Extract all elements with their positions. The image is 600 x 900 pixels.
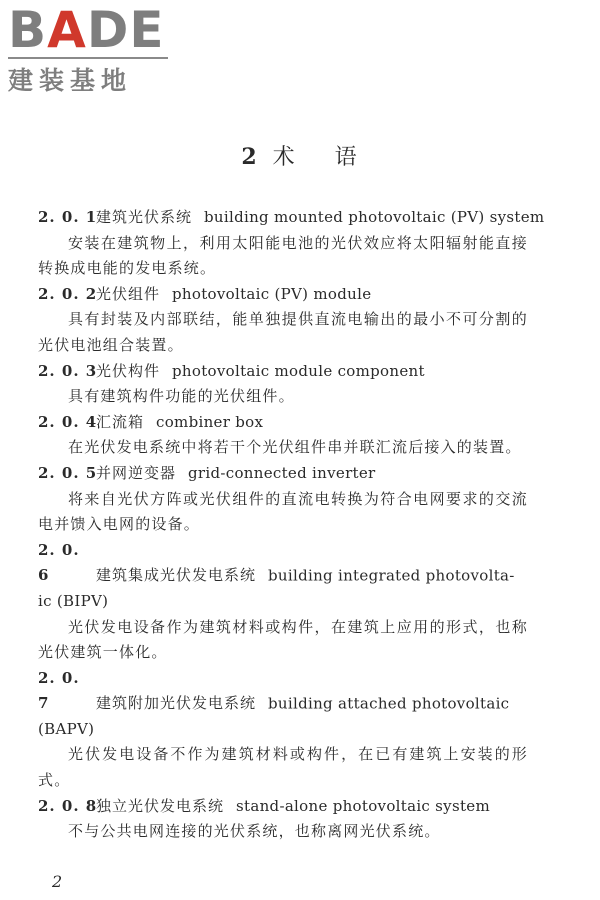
term-definition: 光伏发电设备作为建筑材料或构件，在建筑上应用的形式，也称光伏建筑一体化。 bbox=[38, 617, 528, 662]
term-heading bbox=[38, 666, 528, 743]
term-number: 2. 0. 2 bbox=[38, 284, 98, 303]
term-definition: 具有封装及内部联结，能单独提供直流电输出的最小不可分割的光伏电池组合装置。 bbox=[38, 310, 528, 354]
term-heading bbox=[38, 410, 528, 436]
term-heading bbox=[38, 538, 528, 615]
term-chinese: 建筑光伏系统 bbox=[96, 208, 193, 226]
bade-watermark-logo bbox=[8, 1, 178, 97]
term-chinese: 建筑附加光伏发电系统 bbox=[96, 694, 257, 713]
term-chinese: 建筑集成光伏发电系统 bbox=[96, 566, 257, 585]
term-number: 2. 0. 3 bbox=[38, 361, 98, 380]
term-definition: 不与公共电网连接的光伏系统，也称离网光伏系统。 bbox=[68, 822, 441, 841]
watermark-brand: BADE bbox=[8, 1, 165, 59]
term-number: 2. 0. 5 bbox=[38, 463, 98, 482]
term-heading bbox=[38, 359, 528, 385]
term-number: 2. 0. 6 bbox=[38, 540, 80, 585]
term-chinese: 汇流箱 bbox=[96, 412, 145, 431]
term-english: building integrated photovolta- ic (BIPV) bbox=[38, 566, 515, 610]
term-entry bbox=[38, 538, 528, 666]
term-english: stand-alone photovoltaic system bbox=[236, 796, 490, 815]
term-english: photovoltaic module component bbox=[172, 361, 425, 380]
term-number: 2. 0. 1 bbox=[38, 208, 98, 226]
term-number: 2. 0. 8 bbox=[38, 796, 98, 815]
term-chinese: 光伏组件 bbox=[96, 284, 161, 303]
term-definition: 光伏发电设备不作为建筑材料或构件，在已有建筑上安装的形式。 bbox=[38, 745, 528, 790]
term-english: building attached photovoltaic (BAPV) bbox=[38, 694, 510, 738]
term-chinese: 独立光伏发电系统 bbox=[96, 796, 225, 815]
term-english: building mounted photovoltaic (PV) system bbox=[204, 208, 545, 226]
term-number: 2. 0. 7 bbox=[38, 668, 80, 713]
term-english: grid-connected inverter bbox=[188, 463, 376, 482]
term-english: combiner box bbox=[156, 412, 264, 431]
term-heading bbox=[38, 461, 528, 487]
term-entry bbox=[38, 666, 528, 794]
term-entry bbox=[38, 794, 528, 845]
term-entry bbox=[38, 359, 528, 410]
term-heading bbox=[38, 205, 545, 231]
term-definition: 在光伏发电系统中将若干个光伏组件串并联汇流后接入的装置。 bbox=[68, 438, 522, 457]
term-heading bbox=[38, 282, 528, 308]
term-entry bbox=[38, 410, 528, 461]
term-number: 2. 0. 4 bbox=[38, 412, 98, 431]
terms-list bbox=[38, 205, 545, 845]
watermark-subtitle: 建装基地 bbox=[8, 66, 133, 95]
term-entry bbox=[38, 282, 528, 359]
chapter-number: 2 bbox=[241, 144, 259, 170]
term-entry bbox=[38, 461, 528, 538]
term-entry bbox=[38, 205, 545, 282]
term-definition: 将来自光伏方阵或光伏组件的直流电转换为符合电网要求的交流电并馈入电网的设备。 bbox=[38, 489, 528, 534]
term-chinese: 光伏构件 bbox=[96, 361, 161, 380]
term-definition: 安装在建筑物上，利用太阳能电池的光伏效应将太阳辐射能直接转换成电能的发电系统。 bbox=[38, 233, 528, 278]
term-heading bbox=[38, 794, 528, 820]
page-number: 2 bbox=[52, 872, 63, 891]
chapter-title-part2: 语 bbox=[334, 145, 359, 170]
term-definition: 具有建筑构件功能的光伏组件。 bbox=[68, 387, 295, 406]
term-english: photovoltaic (PV) module bbox=[172, 284, 372, 303]
chapter-title-part1: 术 bbox=[272, 145, 297, 170]
term-chinese: 并网逆变器 bbox=[96, 463, 177, 482]
chapter-title bbox=[0, 140, 600, 171]
